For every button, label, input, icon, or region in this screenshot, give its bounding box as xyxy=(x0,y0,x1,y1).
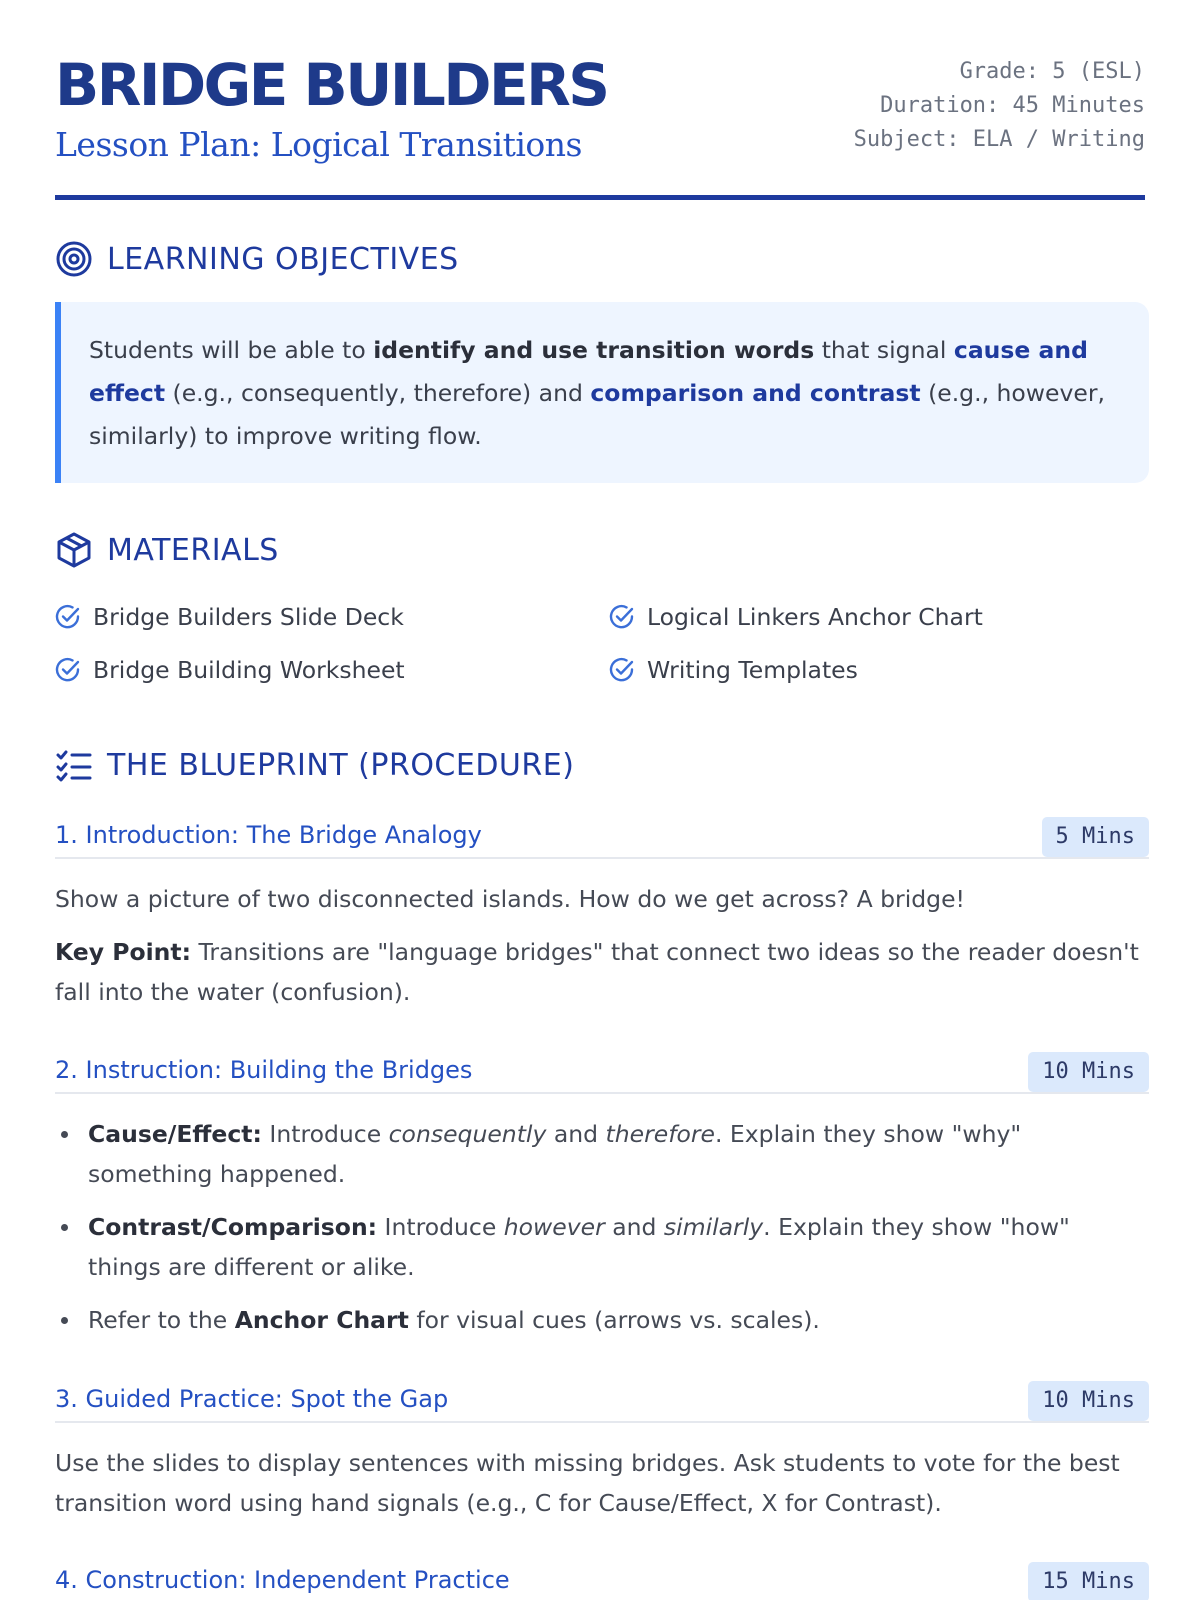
list-item: Contrast/Comparison: Introduce however and similarly. Explain they show "how" things are different or alike. xyxy=(55,1207,1149,1287)
materials-heading-text: MATERIALS xyxy=(107,532,279,568)
material-item: Writing Templates xyxy=(609,651,1149,689)
step-header xyxy=(55,817,1149,859)
step-title: 4. Construction: Independent Practice xyxy=(55,1566,510,1594)
step-header xyxy=(55,1381,1149,1423)
box-icon xyxy=(55,531,93,569)
step-header xyxy=(55,1562,1149,1600)
objectives-heading-text: LEARNING OBJECTIVES xyxy=(107,241,459,277)
page-subtitle: Lesson Plan: Logical Transitions xyxy=(55,125,582,164)
instruction-list xyxy=(55,1114,1149,1353)
materials-list xyxy=(55,598,1149,689)
step-key-point: Key Point: Transitions are "language bridges" that connect two ideas so the reader doesn't fall into the water (confusion). xyxy=(55,938,1139,1006)
check-circle-icon xyxy=(55,604,81,630)
objective-cause-effect: cause and effect xyxy=(89,336,1088,407)
list-item: Refer to the Anchor Chart for visual cues (arrows vs. scales). xyxy=(55,1300,1149,1340)
material-item: Logical Linkers Anchor Chart xyxy=(609,598,1149,636)
material-item: Bridge Builders Slide Deck xyxy=(55,598,609,636)
objectives-box: Students will be able to identify and use transition words that signal cause and effect (e.g., consequently, therefore) and comparison and contrast (e.g., however, similarly) to improve writing flow. xyxy=(55,302,1149,483)
step-title: 3. Guided Practice: Spot the Gap xyxy=(55,1385,449,1413)
meta-duration: Duration: 45 Minutes xyxy=(880,93,1145,118)
procedure-heading-text: THE BLUEPRINT (PROCEDURE) xyxy=(107,747,575,783)
duration-badge: 10 Mins xyxy=(1028,1052,1149,1092)
objective-emphasis: identify and use transition words xyxy=(373,336,815,364)
step-description: Show a picture of two disconnected islands. How do we get across? A bridge! xyxy=(55,885,965,913)
header xyxy=(55,0,1145,200)
step-header xyxy=(55,1052,1149,1094)
target-icon xyxy=(55,240,93,278)
check-circle-icon xyxy=(55,657,81,683)
objectives-heading xyxy=(55,240,459,278)
materials-heading xyxy=(55,531,279,569)
checklist-icon xyxy=(55,746,93,784)
list-item: Cause/Effect: Introduce consequently and therefore. Explain they show "why" something happened. xyxy=(55,1114,1149,1194)
meta-grade: Grade: 5 (ESL) xyxy=(959,59,1145,84)
lesson-meta xyxy=(854,55,1145,157)
check-circle-icon xyxy=(609,604,635,630)
duration-badge: 15 Mins xyxy=(1028,1562,1149,1600)
procedure-heading xyxy=(55,746,574,784)
duration-badge: 5 Mins xyxy=(1042,817,1149,857)
page-title: BRIDGE BUILDERS xyxy=(55,51,608,119)
step-title: 2. Instruction: Building the Bridges xyxy=(55,1056,473,1084)
material-item: Bridge Building Worksheet xyxy=(55,651,609,689)
step-title: 1. Introduction: The Bridge Analogy xyxy=(55,821,482,849)
meta-subject: Subject: ELA / Writing xyxy=(853,127,1145,152)
objective-comparison-contrast: comparison and contrast xyxy=(590,379,921,407)
duration-badge: 10 Mins xyxy=(1028,1381,1149,1421)
check-circle-icon xyxy=(609,657,635,683)
step-description: Use the slides to display sentences with missing bridges. Ask students to vote for the best transition word using hand signals (e.g., C for Cause/Effect, X for Contrast). xyxy=(55,1449,1120,1517)
